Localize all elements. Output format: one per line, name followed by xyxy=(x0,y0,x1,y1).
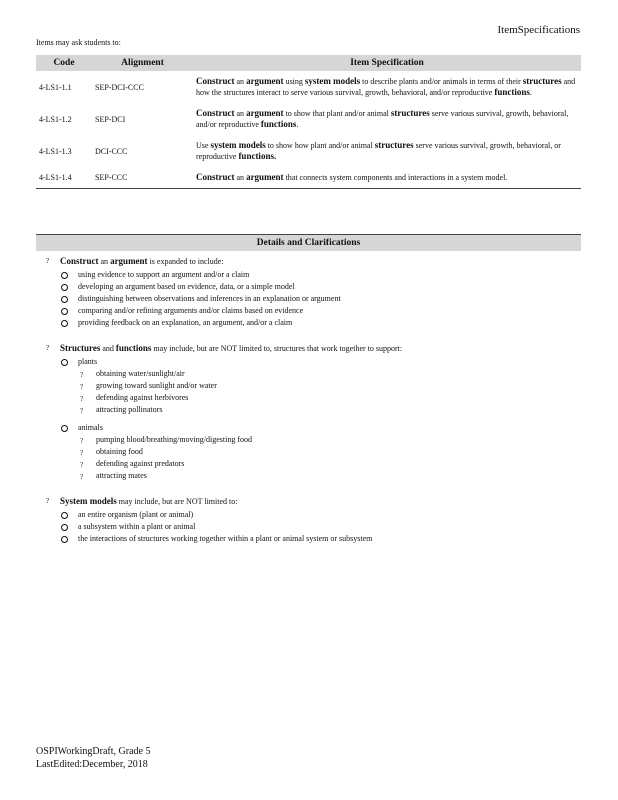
footer xyxy=(36,745,150,771)
intro-text: Items may ask students to: xyxy=(36,38,121,47)
sub-list-item xyxy=(78,392,576,404)
sub-list-item xyxy=(78,446,576,458)
bold-term: structures xyxy=(390,108,430,118)
circle-bullet-icon xyxy=(61,272,68,279)
bold-term: functions xyxy=(494,87,530,97)
list-item xyxy=(58,509,576,521)
list-item-text: distinguishing between observations and inferences in an explanation or argument xyxy=(78,294,341,303)
sub-list-item-text: defending against predators xyxy=(96,459,185,468)
details-block xyxy=(46,496,576,545)
bold-term: argument xyxy=(246,108,284,118)
bullet-mark: ? xyxy=(80,449,84,457)
bold-term: system models xyxy=(210,140,266,150)
sub-list-item xyxy=(78,368,576,380)
code-cell: 4-LS1-1.2 xyxy=(39,114,72,124)
code-cell: 4-LS1-1.3 xyxy=(39,146,72,156)
sub-list-item xyxy=(78,434,576,446)
spec-header: Item Specification xyxy=(193,55,581,71)
code-header: Code xyxy=(36,55,92,71)
bullet-mark: ? xyxy=(80,371,84,379)
details-list xyxy=(58,509,576,545)
bullet-mark: ? xyxy=(80,437,84,445)
text-fragment: serve various survival, growth, behavioral, and/or reproductive xyxy=(196,109,569,129)
circle-bullet-icon xyxy=(61,320,68,327)
alignment-header: Alignment xyxy=(92,55,193,71)
alignment-cell: DCI-CCC xyxy=(95,146,128,156)
bold-term: functions xyxy=(260,119,297,129)
list-item-text: a subsystem within a plant or animal xyxy=(78,522,196,531)
bold-term: argument xyxy=(246,172,284,182)
sub-list xyxy=(78,434,576,482)
list-item-text: using evidence to support an argument and/or a claim xyxy=(78,270,250,279)
circle-bullet-icon xyxy=(61,524,68,531)
text-fragment: to describe plants and/or animals in terms of their xyxy=(360,77,523,86)
bold-term: Construct xyxy=(196,76,235,86)
text-fragment: and xyxy=(100,344,116,353)
table-row xyxy=(36,167,581,189)
list-item-text: comparing and/or refining arguments and/or claims based on evidence xyxy=(78,306,304,315)
sub-list-item-text: growing toward sunlight and/or water xyxy=(96,381,217,390)
footer-line-2: LastEdited:December, 2018 xyxy=(36,759,148,770)
list-item-text: an entire organism (plant or animal) xyxy=(78,510,194,519)
bold-term: System models xyxy=(60,496,117,506)
list-item xyxy=(58,533,576,545)
bullet-mark: ? xyxy=(80,461,84,469)
text-fragment: an xyxy=(234,109,247,118)
details-block-heading xyxy=(46,256,576,267)
alignment-cell: SEP-CCC xyxy=(92,167,193,189)
text-fragment: using xyxy=(283,77,305,86)
bullet-mark: ? xyxy=(80,383,84,391)
sub-list-item xyxy=(78,470,576,482)
details-block-heading xyxy=(46,496,576,507)
spec-cell xyxy=(193,167,581,189)
details-list xyxy=(58,269,576,329)
text-fragment: is expanded to include: xyxy=(147,257,224,266)
alignment-cell: SEP-DCI-CCC xyxy=(95,82,144,92)
list-item xyxy=(58,269,576,281)
list-item xyxy=(58,281,576,293)
bullet-mark: ? xyxy=(80,473,84,481)
bold-term: Construct xyxy=(60,256,99,266)
table-row xyxy=(36,103,581,135)
details-block xyxy=(46,256,576,329)
bold-term: Construct xyxy=(196,108,235,118)
code-cell: 4-LS1-1.1 xyxy=(39,82,72,92)
spec-cell xyxy=(193,71,581,103)
details-title: Details and Clarifications xyxy=(36,234,581,251)
bold-term: system models xyxy=(304,76,361,86)
sub-list-item-text: attracting pollinators xyxy=(96,405,163,414)
bullet-mark: ? xyxy=(46,344,50,352)
text-fragment: . xyxy=(529,88,532,97)
bold-term: structures xyxy=(374,140,414,150)
circle-bullet-icon xyxy=(61,284,68,291)
bold-term: functions xyxy=(115,343,152,353)
list-item-text: animals xyxy=(78,423,103,432)
list-item xyxy=(58,356,576,416)
list-item-text: plants xyxy=(78,357,98,366)
text-fragment: may include, but are NOT limited to: xyxy=(116,497,238,506)
bullet-mark: ? xyxy=(80,395,84,403)
bold-term: argument xyxy=(110,256,148,266)
text-fragment: and how the structures interact to serve various survival, growth, behavioral, and/or reproductive xyxy=(196,77,576,97)
circle-bullet-icon xyxy=(61,308,68,315)
text-fragment: that connects system components and interactions in a system model. xyxy=(283,173,508,182)
sub-list-item xyxy=(78,404,576,416)
sub-list xyxy=(78,368,576,416)
details-block-heading xyxy=(46,343,576,354)
circle-bullet-icon xyxy=(61,359,68,366)
bold-term: Structures xyxy=(60,343,101,353)
list-item-text: the interactions of structures working together within a plant or animal system or subsystem xyxy=(78,534,373,543)
sub-list-item xyxy=(78,380,576,392)
bullet-mark: ? xyxy=(80,407,84,415)
text-fragment: an xyxy=(98,257,111,266)
circle-bullet-icon xyxy=(61,536,68,543)
alignment-cell: SEP-DCI xyxy=(95,114,126,124)
table-row xyxy=(36,135,581,167)
text-fragment: to show that plant and/or animal xyxy=(283,109,391,118)
circle-bullet-icon xyxy=(61,425,68,432)
circle-bullet-icon xyxy=(61,512,68,519)
list-item xyxy=(58,305,576,317)
code-cell: 4-LS1-1.4 xyxy=(36,167,92,189)
list-item-text: providing feedback on an explanation, an argument, and/or a claim xyxy=(78,318,293,327)
item-specification-table xyxy=(36,55,581,189)
list-item-text: developing an argument based on evidence, data, or a simple model xyxy=(78,282,295,291)
spec-cell xyxy=(193,103,581,135)
sub-list-item-text: defending against herbivores xyxy=(96,393,189,402)
details-block xyxy=(46,343,576,482)
text-fragment: may include, but are NOT limited to, structures that work together to support: xyxy=(151,344,403,353)
table-row xyxy=(36,71,581,103)
bold-term: functions. xyxy=(238,151,277,161)
list-item xyxy=(58,422,576,482)
bold-term: Construct xyxy=(196,172,235,182)
text-fragment: to show how plant and/or animal xyxy=(265,141,375,150)
text-fragment: Use xyxy=(196,141,211,150)
sub-list-item-text: obtaining food xyxy=(96,447,143,456)
details-list xyxy=(58,356,576,482)
running-header: ItemSpecifications xyxy=(497,24,580,36)
sub-list-item xyxy=(78,458,576,470)
footer-line-1: OSPIWorkingDraft, Grade 5 xyxy=(36,746,151,757)
bullet-mark: ? xyxy=(46,497,50,505)
table-header-row xyxy=(36,55,581,71)
text-fragment: . xyxy=(296,120,299,129)
bold-term: structures xyxy=(522,76,562,86)
circle-bullet-icon xyxy=(61,296,68,303)
list-item xyxy=(58,521,576,533)
details-section xyxy=(46,256,576,559)
text-fragment: an xyxy=(234,77,247,86)
bullet-mark: ? xyxy=(46,257,50,265)
spec-cell xyxy=(193,135,581,167)
sub-list-item-text: attracting mates xyxy=(96,471,147,480)
sub-list-item-text: obtaining water/sunlight/air xyxy=(96,369,185,378)
bold-term: argument xyxy=(246,76,284,86)
sub-list-item-text: pumping blood/breathing/moving/digesting food xyxy=(96,435,252,444)
text-fragment: an xyxy=(234,173,247,182)
list-item xyxy=(58,317,576,329)
list-item xyxy=(58,293,576,305)
text-fragment: serve various survival, growth, behavioral, or reproductive xyxy=(196,141,561,161)
